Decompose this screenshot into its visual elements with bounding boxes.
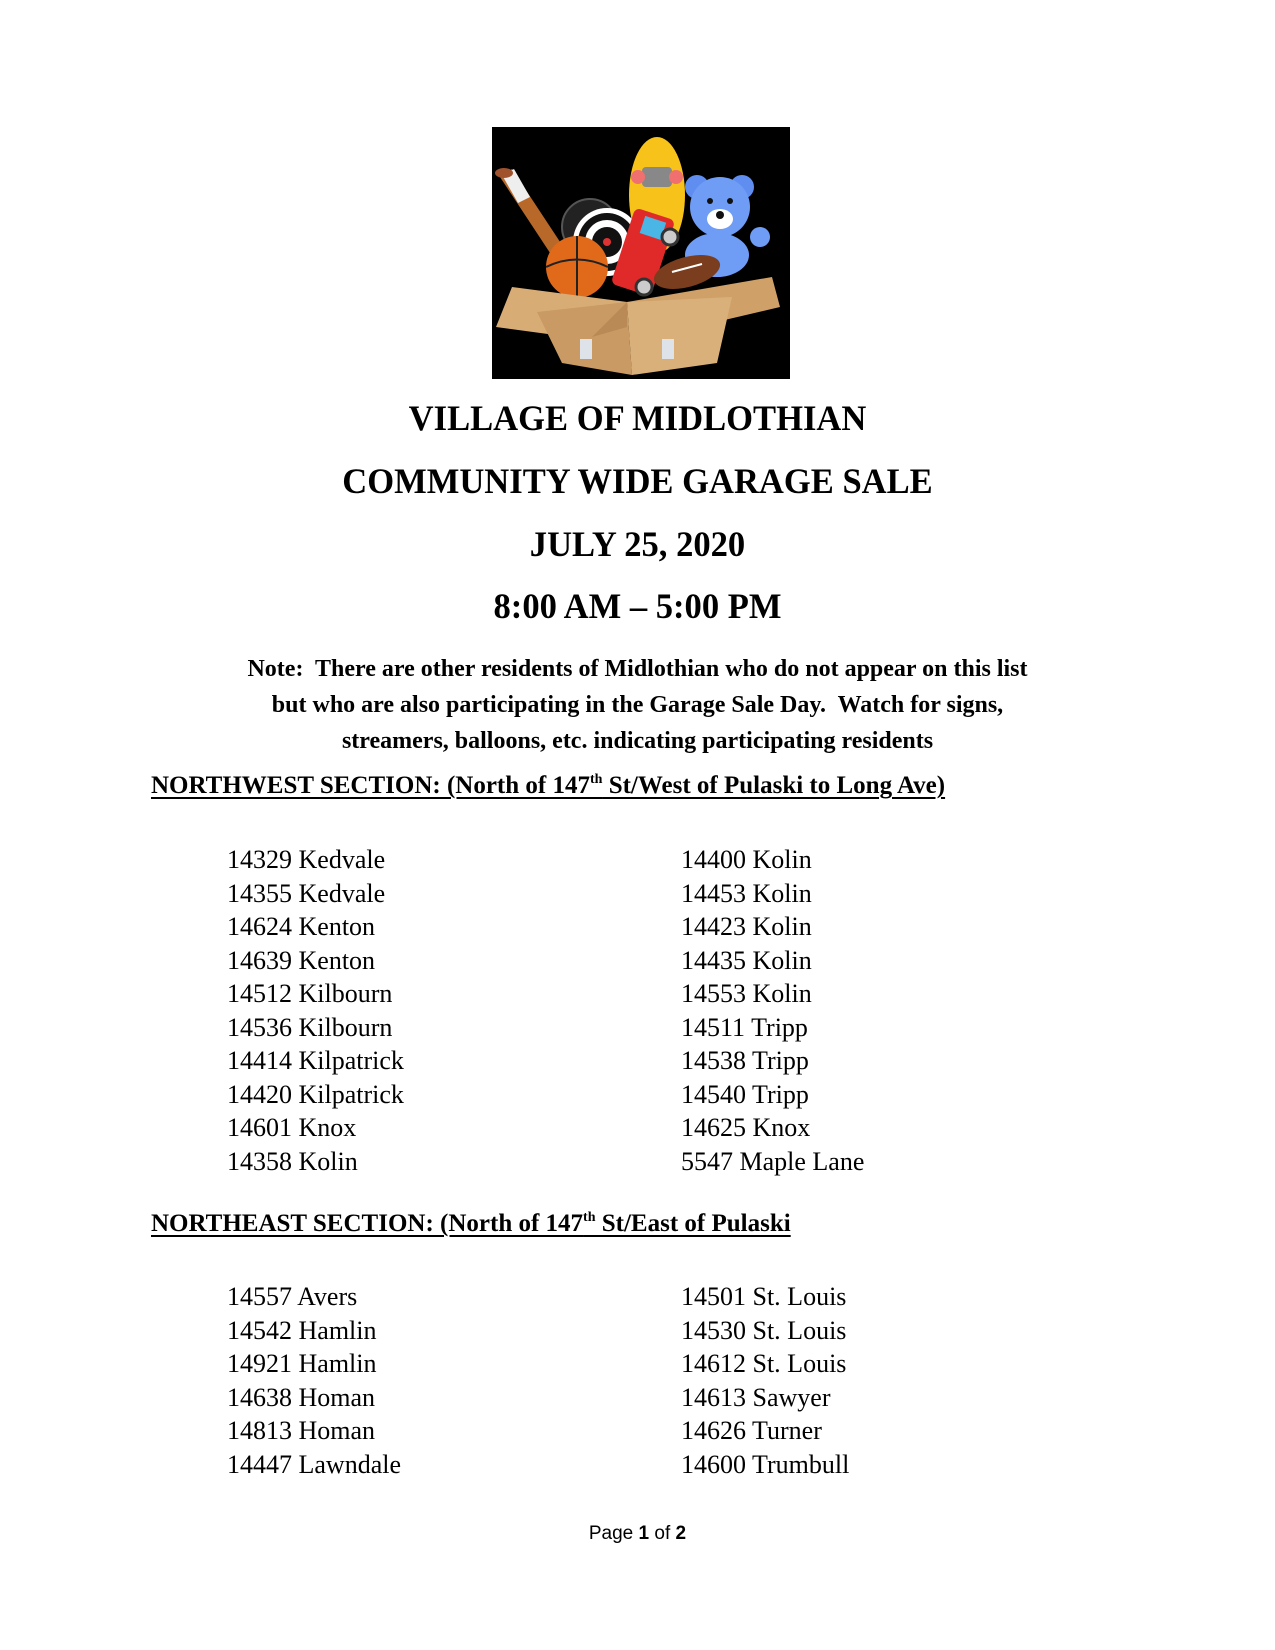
address-item: 14600 Trumbull	[681, 1449, 850, 1479]
address-item: 14511 Tripp	[681, 1012, 808, 1042]
address-item: 14355 Kedvale	[227, 878, 386, 908]
page-label: Page	[588, 1523, 634, 1544]
address-item: 14530 St. Louis	[681, 1315, 847, 1345]
note-line-2: but who are also participating in the Garage Sale Day. Watch for signs,	[271, 692, 1004, 718]
basketball-icon	[546, 236, 608, 298]
address-item: 14638 Homan	[227, 1382, 376, 1412]
address-item: 14420 Kilpatrick	[227, 1079, 404, 1109]
address-item: 14447 Lawndale	[227, 1449, 402, 1479]
of-label: of	[654, 1523, 671, 1544]
northeast-section-header	[151, 1209, 791, 1239]
address-item: 14601 Knox	[227, 1113, 357, 1142]
address-item: 14414 Kilpatrick	[227, 1046, 404, 1075]
note-line-1: Note: There are other residents of Midlothian who do not appear on this list	[247, 656, 1028, 682]
address-item: 5547 Maple Lane	[681, 1146, 865, 1176]
address-item: 14624 Kenton	[227, 912, 376, 941]
event-hours: 8:00 AM – 5:00 PM	[493, 586, 782, 626]
header-text: NORTHEAST SECTION: (North of 147	[151, 1210, 584, 1237]
northwest-section-header	[151, 771, 945, 801]
address-item: 14538 Tripp	[681, 1046, 809, 1075]
toy-box-illustration	[492, 127, 790, 379]
address-item: 14453 Kolin	[681, 878, 812, 908]
header-text: St/East of Pulaski	[595, 1210, 791, 1237]
header-text: NORTHWEST SECTION: (North of 147	[151, 772, 590, 799]
address-item: 14512 Kilbourn	[227, 979, 393, 1008]
address-item: 14639 Kenton	[227, 945, 376, 975]
current-page: 1	[638, 1523, 650, 1544]
address-item: 14536 Kilbourn	[227, 1012, 393, 1042]
address-item: 14553 Kolin	[681, 979, 812, 1008]
address-item: 14435 Kolin	[681, 945, 812, 975]
ordinal-suffix: th	[590, 772, 603, 787]
northwest-addresses-right	[681, 843, 864, 1178]
header-text: St/West of Pulaski to Long Ave)	[602, 772, 946, 799]
northeast-addresses-left	[227, 1280, 401, 1481]
address-item: 14501 St. Louis	[681, 1282, 847, 1311]
event-date: JULY 25, 2020	[529, 524, 746, 564]
address-item: 14542 Hamlin	[227, 1315, 377, 1345]
toy-box-image	[492, 127, 790, 379]
address-item: 14557 Avers	[227, 1282, 358, 1311]
total-pages: 2	[675, 1523, 687, 1544]
address-item: 14813 Homan	[227, 1416, 376, 1445]
address-item: 14423 Kolin	[681, 912, 812, 941]
address-item: 14358 Kolin	[227, 1146, 358, 1176]
northwest-addresses-left	[227, 843, 404, 1178]
address-item: 14329 Kedvale	[227, 845, 386, 874]
address-item: 14612 St. Louis	[681, 1349, 847, 1378]
note-line-3: streamers, balloons, etc. indicating participating residents	[341, 728, 934, 754]
address-item: 14540 Tripp	[681, 1079, 809, 1109]
address-item: 14400 Kolin	[681, 845, 812, 874]
event-title: COMMUNITY WIDE GARAGE SALE	[342, 461, 933, 501]
ordinal-suffix: th	[583, 1210, 596, 1225]
northeast-addresses-right	[681, 1280, 849, 1481]
address-item: 14613 Sawyer	[681, 1382, 831, 1412]
address-item: 14625 Knox	[681, 1113, 811, 1142]
village-title: VILLAGE OF MIDLOTHIAN	[408, 398, 867, 438]
page-number-footer	[0, 1522, 1275, 1546]
address-item: 14626 Turner	[681, 1416, 822, 1445]
participation-note	[150, 651, 1125, 759]
address-item: 14921 Hamlin	[227, 1349, 377, 1378]
